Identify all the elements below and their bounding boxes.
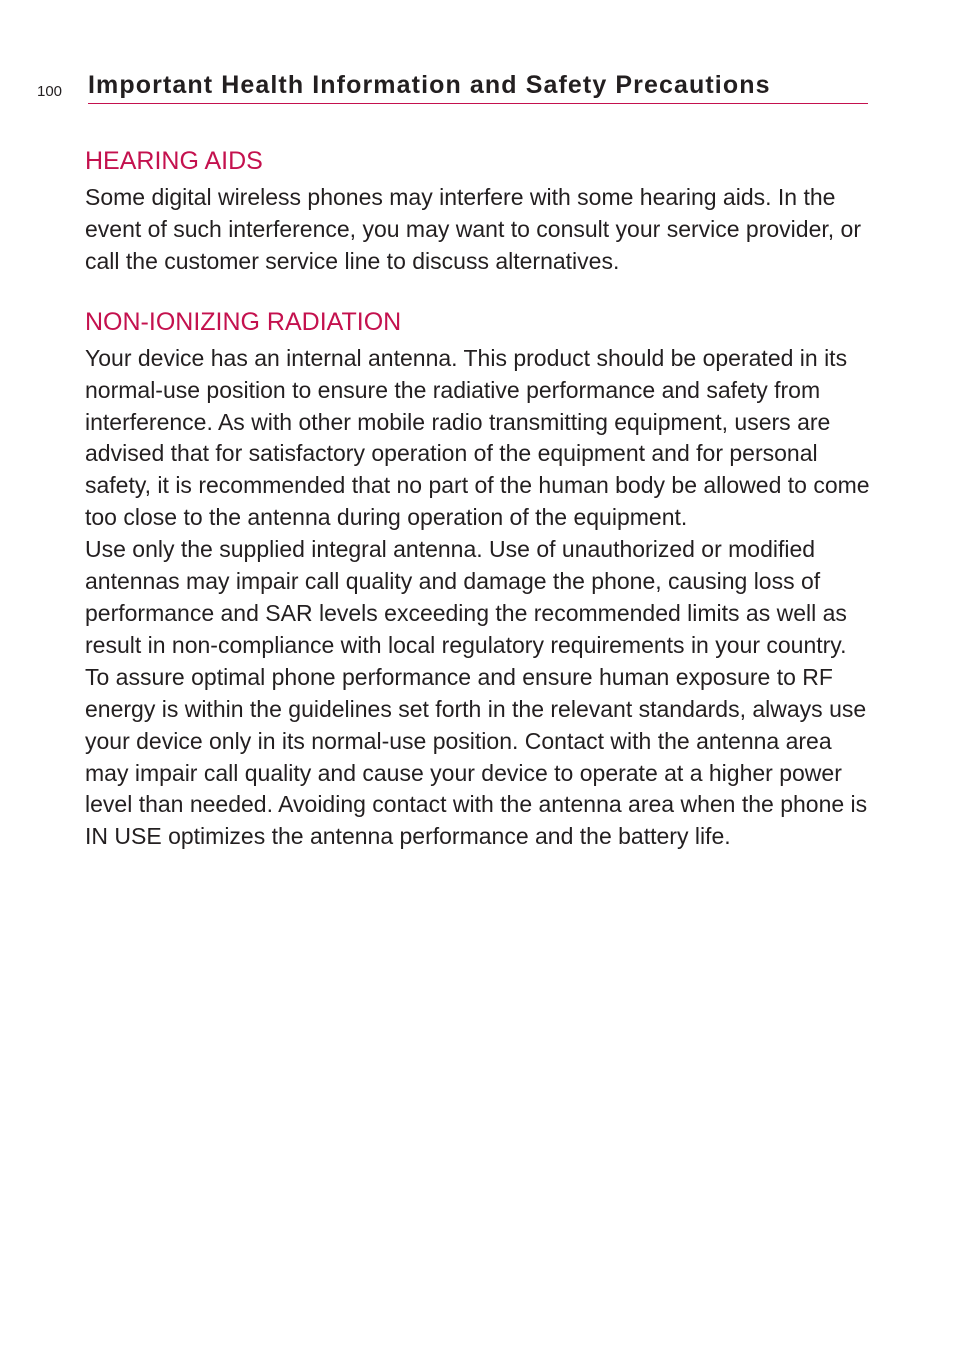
page-content [85, 143, 875, 853]
paragraph-integral-antenna: Use only the supplied integral antenna. Use of unauthorized or modified antennas may impair call quality and damage the phone, causing loss of performance and SAR levels exceeding the recommended limits as well as result in non-compliance with local regulatory requirements in your country. [85, 536, 847, 658]
page-number: 100 [37, 83, 63, 100]
paragraph-rf-exposure: To assure optimal phone performance and ensure human exposure to RF energy is within the guidelines set forth in the relevant standards, always use your device only in its normal-use position. Contact with the antenna area may impair call quality and cause your device to operate at a higher power level than needed. Avoiding contact with the antenna area when the phone is IN USE optimizes the antenna performance and the battery life. [85, 663, 868, 850]
running-header [88, 70, 868, 104]
running-header-title: Important Health Information and Safety Precautions [88, 71, 771, 99]
section-heading-non-ionizing-radiation: NON-IONIZING RADIATION [85, 307, 402, 336]
section-non-ionizing-radiation [85, 304, 875, 854]
paragraph-internal-antenna: Your device has an internal antenna. This product should be operated in its normal-use position to ensure the radiative performance and safety from interference. As with other mobile radio transmitting equipment, users are advised that for satisfactory operation of the equipment and for personal safety, it is recommended that no part of the human body be allowed to come too close to the antenna during operation of the equipment. [85, 344, 870, 531]
section-heading-hearing-aids: HEARING AIDS [85, 147, 263, 175]
paragraph-hearing-aids: Some digital wireless phones may interfere with some hearing aids. In the event of such interference, you may want to consult your service provider, or call the customer service line to discuss alternatives. [85, 184, 861, 274]
section-hearing-aids [85, 143, 875, 278]
